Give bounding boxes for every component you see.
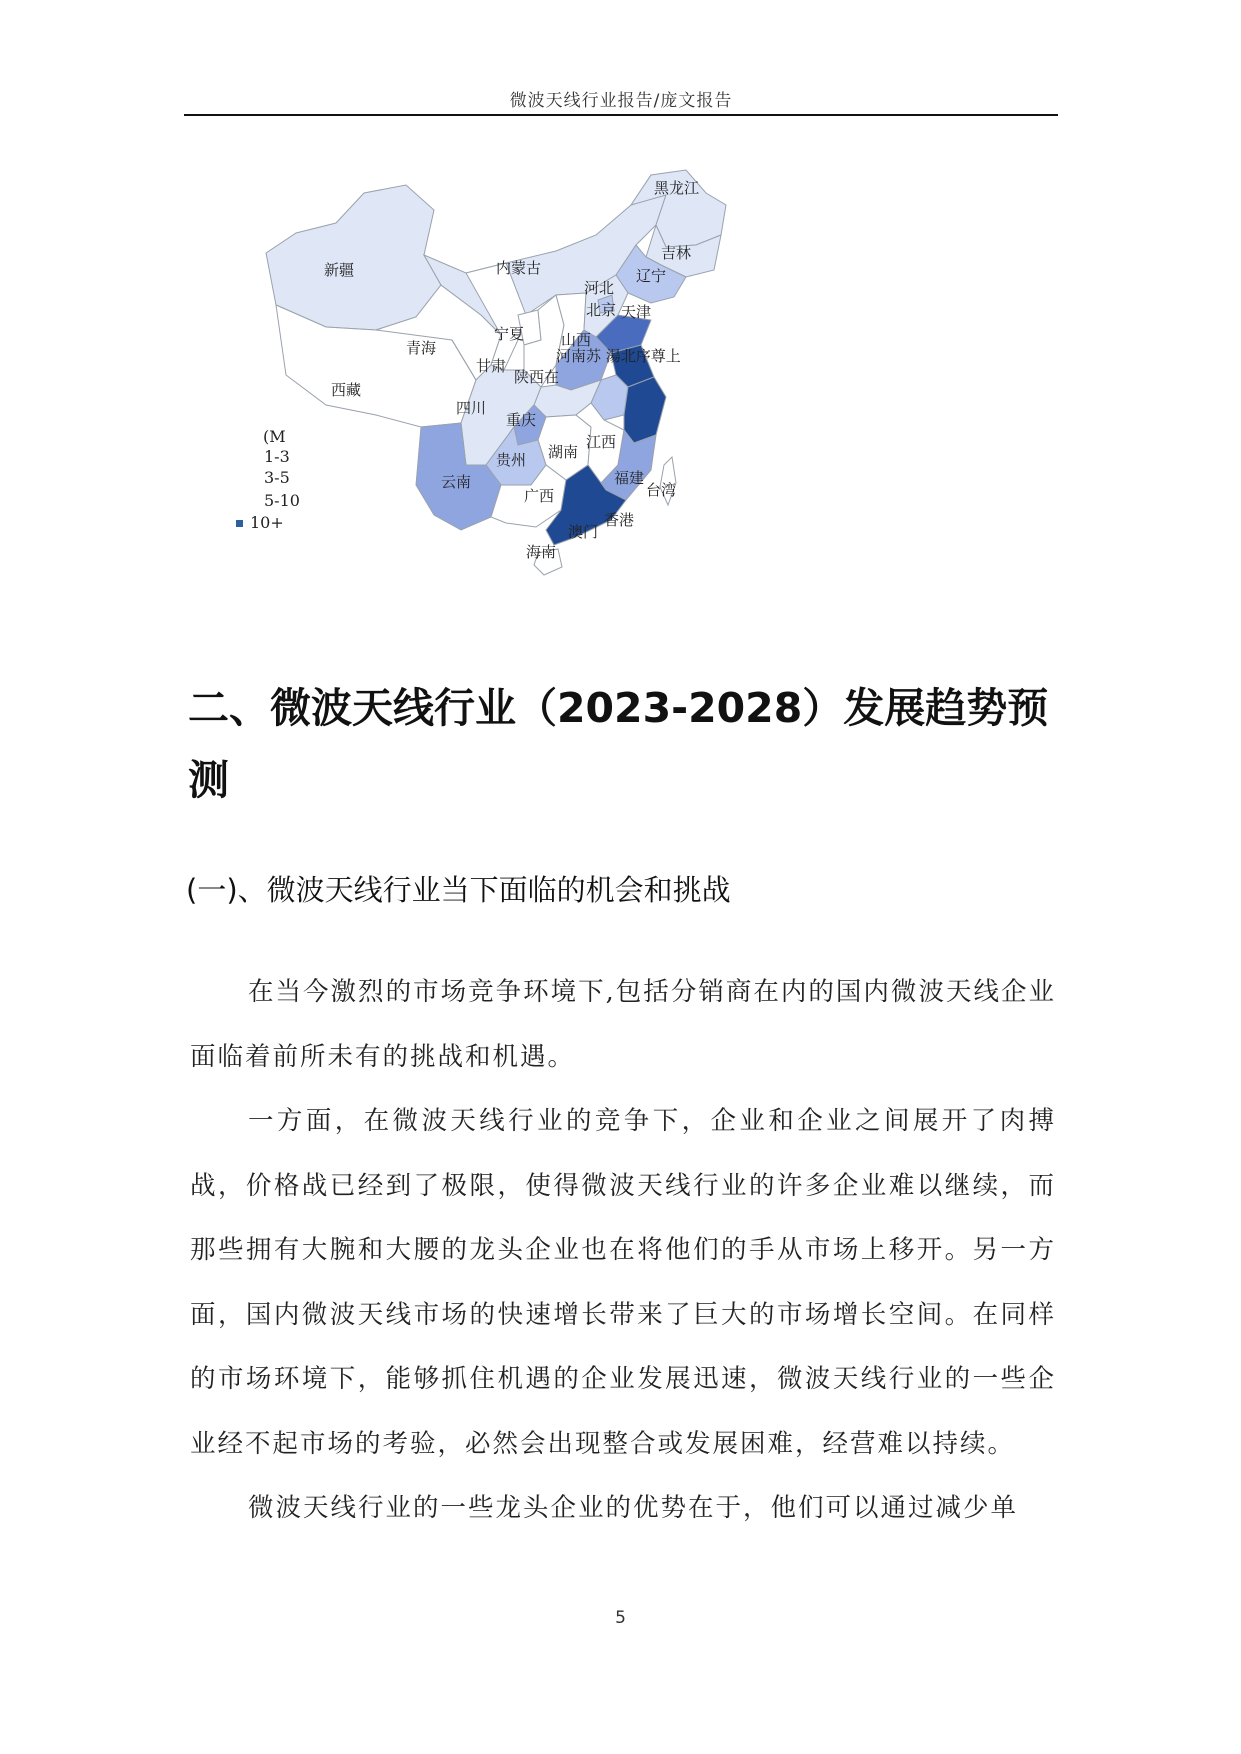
legend-title: (M: [263, 427, 286, 446]
label-hunan: 湖南: [548, 443, 579, 461]
legend-swatch-10plus: [236, 520, 243, 527]
label-yunnan: 云南: [441, 473, 472, 491]
label-aomen: 澳门: [568, 523, 599, 541]
label-shaanxi: 陕西在: [514, 368, 560, 386]
label-ningxia: 宁夏: [494, 325, 525, 343]
paragraph-1: 在当今激烈的市场竞争环境下,包括分销商在内的国内微波天线企业面临着前所未有的挑战和机遇。: [190, 977, 1056, 1072]
label-xinjiang: 新疆: [324, 261, 355, 279]
legend-item-4: 10+: [250, 513, 284, 532]
label-neimenggu: 内蒙古: [496, 259, 542, 277]
label-hebei: 河北: [584, 279, 615, 297]
label-beijing: 北京: [586, 301, 617, 319]
label-hainan: 海南: [526, 543, 557, 561]
legend-item-1: 1-3: [264, 447, 290, 466]
label-xianggang: 香港: [604, 511, 635, 529]
label-jiangxi: 江西: [586, 433, 617, 451]
label-xizang: 西藏: [331, 381, 362, 399]
label-gansu: 甘肃: [476, 357, 507, 375]
label-guangxi: 广西: [524, 487, 555, 505]
label-liaoning: 辽宁: [636, 267, 667, 285]
header-rule: [184, 114, 1058, 116]
page-header: 微波天线行业报告/庞文报告: [509, 91, 733, 111]
label-fujian: 福建: [614, 469, 645, 487]
legend-item-3: 5-10: [264, 491, 300, 510]
subsection-heading: (一)、微波天线行业当下面临的机会和挑战: [186, 873, 731, 907]
paragraph-3: 微波天线行业的一些龙头企业的优势在于，他们可以通过减少单: [248, 1493, 1019, 1523]
label-shanxi: 山西: [561, 331, 592, 349]
label-heilongjiang: 黑龙江: [654, 179, 700, 197]
label-jilin: 吉林: [661, 244, 692, 262]
paragraph-2: 一方面，在微波天线行业的竞争下，企业和企业之间展开了肉搏战，价格战已经到了极限，使得微波天线行业的许多企业难以继续，而那些拥有大腕和大腰的龙头企业也在将他们的手从市场上移开。另一方面，国内微波天线市场的快速增长带来了巨大的市场增长空间。在同样的市场环境下，能够抓住机遇的企业发展迅速，微波天线行业的一些企业经不起市场的考验，必然会出现整合或发展困难，经营难以持续。: [190, 1106, 1056, 1459]
label-qinghai: 青海: [406, 339, 437, 357]
legend-item-2: 3-5: [264, 468, 290, 487]
section-heading: 二、微波天线行业（2023-2028）发展趋势预测: [188, 684, 1049, 804]
label-tianjin: 天津: [621, 303, 652, 321]
region-zhejiang: [624, 377, 666, 443]
label-henan-row: 河南苏 湯北序尊上: [556, 347, 681, 365]
label-taiwan: 台湾: [646, 481, 677, 499]
region-xinjiang: [266, 185, 441, 330]
page-number: 5: [615, 1608, 626, 1628]
label-guizhou: 贵州: [496, 451, 527, 469]
china-choropleth-map: [250, 165, 826, 635]
label-chongqing: 重庆: [506, 411, 537, 429]
body-text: [190, 960, 1056, 1541]
label-sichuan: 四川: [456, 399, 487, 417]
